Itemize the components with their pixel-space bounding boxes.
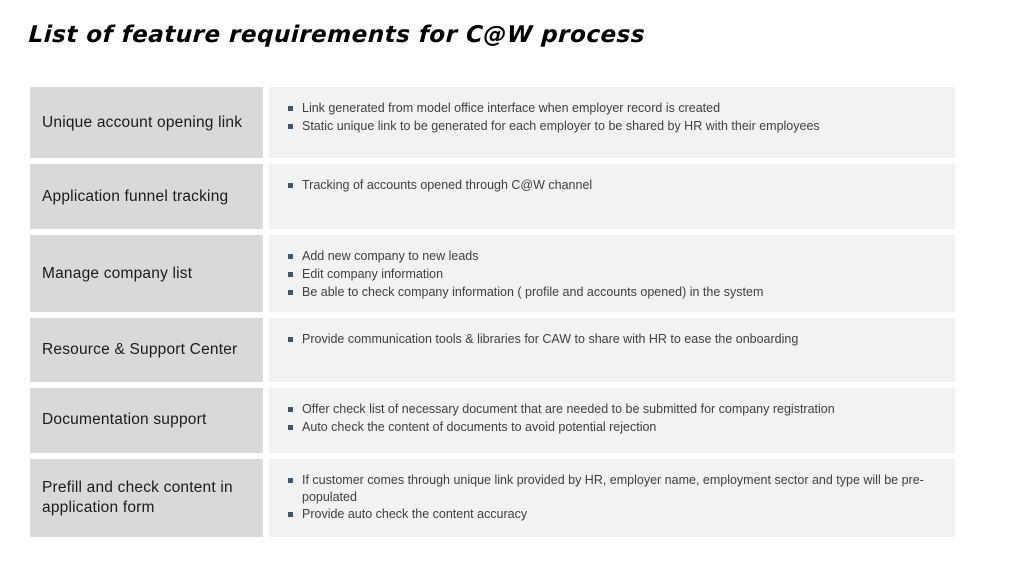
bullet-item: Link generated from model office interface when employer record is created	[287, 100, 932, 117]
feature-label-cell	[30, 388, 263, 453]
feature-requirements-table	[30, 87, 955, 537]
bullet-item: Add new company to new leads	[287, 248, 932, 265]
bullet-item: Tracking of accounts opened through C@W channel	[287, 177, 932, 194]
feature-content-cell	[269, 388, 955, 453]
feature-content-cell	[269, 87, 955, 158]
table-row	[30, 164, 955, 229]
bullet-item: Provide auto check the content accuracy	[287, 506, 932, 523]
feature-content-cell	[269, 318, 955, 382]
table-row	[30, 318, 955, 382]
bullet-item: If customer comes through unique link provided by HR, employer name, employment sector and type will be pre-populated	[287, 472, 932, 506]
bullet-item: Edit company information	[287, 266, 932, 283]
table-row	[30, 388, 955, 453]
feature-label-cell	[30, 87, 263, 158]
bullet-list	[287, 331, 935, 348]
feature-label-cell	[30, 164, 263, 229]
feature-label: Prefill and check content in application form	[42, 479, 233, 516]
feature-content-cell	[269, 235, 955, 312]
bullet-list	[287, 100, 935, 135]
bullet-list	[287, 177, 935, 194]
feature-content-cell	[269, 459, 955, 537]
table-row	[30, 235, 955, 312]
feature-label: Unique account opening link	[42, 113, 243, 131]
feature-label-cell	[30, 318, 263, 382]
page-title: List of feature requirements for C@W process	[28, 22, 646, 48]
bullet-item: Offer check list of necessary document that are needed to be submitted for company registration	[287, 401, 932, 418]
bullet-item: Static unique link to be generated for each employer to be shared by HR with their employees	[287, 118, 932, 135]
feature-label: Documentation support	[42, 411, 207, 429]
bullet-list	[287, 472, 935, 524]
bullet-list	[287, 248, 935, 301]
feature-label: Resource & Support Center	[42, 340, 238, 358]
feature-label: Manage company list	[42, 264, 193, 282]
feature-content-cell	[269, 164, 955, 229]
bullet-list	[287, 401, 935, 436]
table-row	[30, 87, 955, 158]
bullet-item: Auto check the content of documents to avoid potential rejection	[287, 419, 932, 436]
feature-label-cell	[30, 459, 263, 537]
feature-label-cell	[30, 235, 263, 312]
bullet-item: Be able to check company information ( profile and accounts opened) in the system	[287, 284, 932, 301]
feature-label: Application funnel tracking	[42, 187, 229, 205]
bullet-item: Provide communication tools & libraries for CAW to share with HR to ease the onboarding	[287, 331, 932, 348]
table-row	[30, 459, 955, 537]
